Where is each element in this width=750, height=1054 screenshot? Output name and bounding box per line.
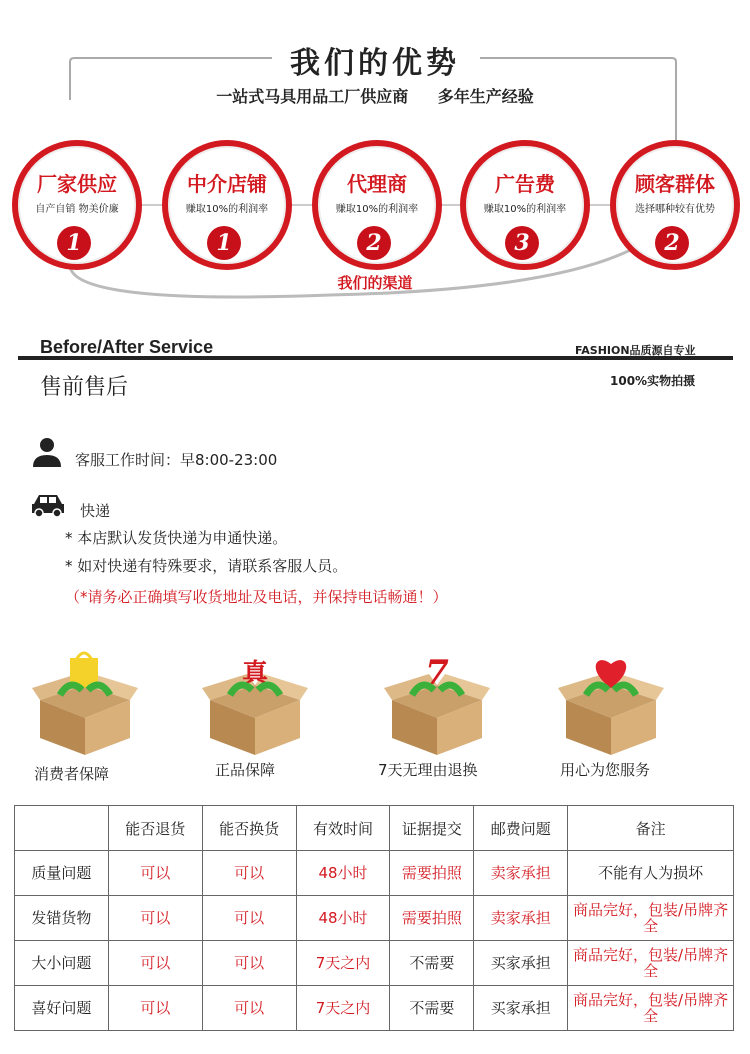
- express-note: * 本店默认发货快递为申通快递。: [65, 529, 288, 547]
- channel-desc: 赚取10%的利润率: [335, 204, 419, 215]
- table-header-cell: 能否换货: [202, 806, 296, 851]
- section-tagline: FASHION品质源自专业: [575, 344, 696, 357]
- table-row: [15, 941, 734, 986]
- channel-name: 中介店铺: [187, 172, 267, 196]
- table-header-row: [15, 806, 734, 851]
- section-title-cn: 售前售后: [40, 375, 129, 400]
- table-cell: 可以: [202, 896, 296, 941]
- express-warning: （*请务必正确填写收货地址及电话，并保持电话畅通！）: [65, 588, 448, 606]
- return-policy-table: [14, 805, 734, 1031]
- channel-name: 顾客群体: [635, 172, 715, 196]
- channel-name: 广告费: [495, 172, 555, 196]
- section-title-en: Before/After Service: [40, 337, 214, 357]
- table-row: [15, 896, 734, 941]
- guarantee-label: 消费者保障: [34, 765, 110, 783]
- seven-day-icon: [382, 650, 492, 760]
- page-title: 我们的优势: [290, 46, 460, 81]
- channel-badge: 2: [655, 226, 689, 260]
- table-cell: 买家承担: [474, 986, 568, 1031]
- guarantee-label: 用心为您服务: [560, 761, 651, 779]
- table-cell: 可以: [108, 896, 202, 941]
- row-label: 喜好问题: [15, 986, 109, 1031]
- service-hours: 客服工作时间：早8:00-23:00: [75, 451, 278, 469]
- table-header-cell: 备注: [568, 806, 734, 851]
- express-note: * 如对快递有特殊要求，请联系客服人员。: [65, 557, 348, 575]
- subtitle-supplier: 一站式马具用品工厂供应商: [216, 87, 409, 106]
- express-title: 快递: [80, 502, 111, 520]
- table-cell: 卖家承担: [474, 896, 568, 941]
- channel-name: 厂家供应: [37, 172, 117, 196]
- guarantee-label: 7天无理由退换: [378, 761, 478, 779]
- table-row: [15, 851, 734, 896]
- subtitle-experience: 多年生产经验: [437, 87, 534, 106]
- channel-name: 代理商: [347, 172, 407, 196]
- table-cell: 可以: [108, 941, 202, 986]
- table-cell: 不能有人为损坏: [568, 851, 734, 896]
- channel-badge: 1: [57, 226, 91, 260]
- genuine-icon: [200, 650, 310, 760]
- section-photo-note: 100%实物拍摄: [610, 374, 696, 388]
- table-cell: 可以: [202, 851, 296, 896]
- channel-badge: 2: [357, 226, 391, 260]
- page-subtitle: [0, 84, 750, 107]
- channel-desc: 自产自销 物美价廉: [35, 204, 119, 215]
- channel-label: 我们的渠道: [337, 274, 413, 292]
- table-cell: 商品完好，包装/吊牌齐全: [568, 896, 734, 941]
- table-cell: 可以: [108, 851, 202, 896]
- table-cell: 可以: [108, 986, 202, 1031]
- guarantee-label: 正品保障: [215, 761, 276, 779]
- table-header-cell: 邮费问题: [474, 806, 568, 851]
- table-cell: 可以: [202, 986, 296, 1031]
- row-label: 发错货物: [15, 896, 109, 941]
- table-cell: 48小时: [296, 896, 390, 941]
- table-cell: 不需要: [390, 941, 474, 986]
- table-cell: 卖家承担: [474, 851, 568, 896]
- user-icon: [31, 436, 63, 468]
- table-header-cell: 有效时间: [296, 806, 390, 851]
- channel-desc: 选择哪种较有优势: [635, 204, 715, 215]
- car-icon: [31, 492, 65, 518]
- table-cell: 商品完好，包装/吊牌齐全: [568, 941, 734, 986]
- table-cell: 7天之内: [296, 941, 390, 986]
- channel-badge: 3: [505, 226, 539, 260]
- svg-text:真: 真: [241, 659, 269, 689]
- channel-desc: 赚取10%的利润率: [483, 204, 567, 215]
- table-cell: 7天之内: [296, 986, 390, 1031]
- table-row: [15, 986, 734, 1031]
- row-label: 大小问题: [15, 941, 109, 986]
- shopping-bag-icon: [30, 650, 140, 760]
- table-header-cell: [15, 806, 109, 851]
- heart-icon: [556, 650, 666, 760]
- table-cell: 可以: [202, 941, 296, 986]
- channel-desc: 赚取10%的利润率: [185, 204, 269, 215]
- channel-badge: 1: [207, 226, 241, 260]
- table-cell: 商品完好，包装/吊牌齐全: [568, 986, 734, 1031]
- table-cell: 需要拍照: [390, 851, 474, 896]
- row-label: 质量问题: [15, 851, 109, 896]
- table-cell: 不需要: [390, 986, 474, 1031]
- table-cell: 买家承担: [474, 941, 568, 986]
- svg-text:7: 7: [425, 653, 449, 693]
- table-cell: 需要拍照: [390, 896, 474, 941]
- table-cell: 48小时: [296, 851, 390, 896]
- table-header-cell: 证据提交: [390, 806, 474, 851]
- table-header-cell: 能否退货: [108, 806, 202, 851]
